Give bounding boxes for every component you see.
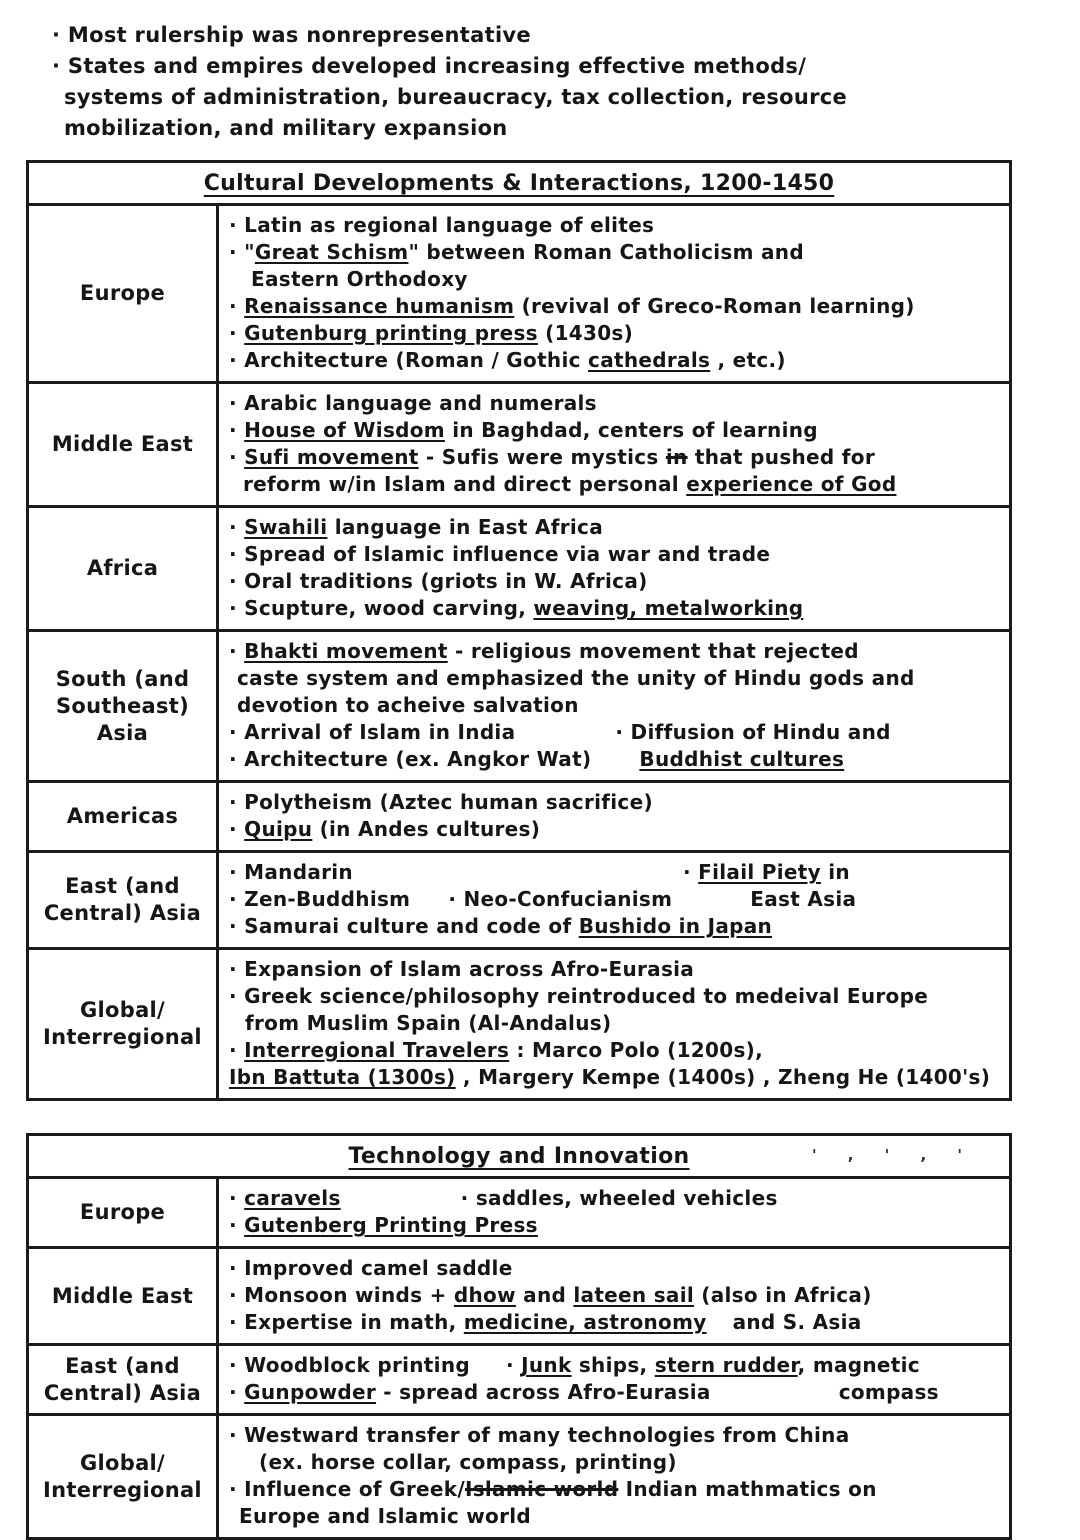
text-segment: · Neo-Confucianism bbox=[448, 887, 673, 911]
region-label-line: South (and bbox=[55, 666, 190, 691]
note-line bbox=[229, 266, 1003, 293]
underlined-term: Gutenberg Printing Press bbox=[244, 1213, 538, 1237]
text-segment: · Expansion of Islam across Afro-Eurasia bbox=[229, 957, 695, 981]
text-segment: · bbox=[682, 860, 699, 884]
text-segment: · Influence of Greek/ bbox=[229, 1477, 465, 1501]
table-row bbox=[29, 381, 1009, 505]
region-notes bbox=[219, 783, 1009, 850]
note-line bbox=[229, 1010, 1003, 1037]
text-segment: caste system and emphasized the unity of Hindu gods and bbox=[237, 666, 915, 690]
underlined-term: Junk bbox=[521, 1353, 572, 1377]
technology-innovation-table bbox=[26, 1133, 1012, 1540]
note-line bbox=[229, 293, 1003, 320]
text-segment: · Scupture, wood carving, bbox=[229, 596, 534, 620]
underlined-term: Bhakti movement bbox=[244, 639, 448, 663]
intro-note-line: · States and empires developed increasing effective methods/ bbox=[52, 54, 807, 78]
table-row bbox=[29, 1413, 1009, 1537]
note-line bbox=[229, 417, 1003, 444]
note-line bbox=[229, 956, 1003, 983]
underlined-term: Interregional Travelers bbox=[244, 1038, 510, 1062]
region-label bbox=[29, 632, 219, 780]
note-line bbox=[229, 471, 1003, 498]
table-row bbox=[29, 629, 1009, 780]
region-label-line: Middle East bbox=[51, 432, 194, 456]
text-segment: that pushed for bbox=[687, 445, 876, 469]
note-line bbox=[229, 789, 1003, 816]
text-segment: · bbox=[229, 294, 245, 318]
text-segment: · bbox=[229, 639, 245, 663]
region-label bbox=[29, 1346, 219, 1413]
intro-note-line: mobilization, and military expansion bbox=[64, 116, 508, 140]
note-line bbox=[229, 1449, 1003, 1476]
scan-artifact-marks: ' , ' , ' bbox=[811, 1146, 975, 1164]
table-row bbox=[29, 505, 1009, 629]
region-label-line: Global/ bbox=[79, 1450, 166, 1475]
text-segment: · Oral traditions (griots in W. Africa) bbox=[229, 569, 648, 593]
region-label-line: Europe bbox=[79, 281, 166, 305]
underlined-term: stern rudder bbox=[654, 1353, 798, 1377]
table-row bbox=[29, 1246, 1009, 1343]
note-line bbox=[229, 913, 1003, 940]
text-segment: (in Andes cultures) bbox=[312, 817, 541, 841]
table-row bbox=[29, 780, 1009, 850]
table-row bbox=[29, 947, 1009, 1098]
underlined-term: weaving, metalworking bbox=[533, 596, 804, 620]
text-segment: · Architecture (Roman / Gothic bbox=[229, 348, 589, 372]
note-line bbox=[229, 983, 1003, 1010]
text-segment: and S. Asia bbox=[732, 1310, 862, 1334]
intro-note-line: systems of administration, bureaucracy, tax collection, resource bbox=[64, 85, 848, 109]
text-segment: · Expertise in math, bbox=[229, 1310, 464, 1334]
region-label-line: East (and bbox=[65, 1353, 180, 1378]
table-row bbox=[29, 1176, 1009, 1246]
region-notes bbox=[219, 1249, 1009, 1343]
struck-text: in bbox=[665, 445, 688, 469]
underlined-term: medicine, astronomy bbox=[463, 1310, 707, 1334]
table-title-row bbox=[29, 1136, 1009, 1176]
region-label bbox=[29, 1416, 219, 1537]
region-notes bbox=[219, 508, 1009, 629]
note-line bbox=[229, 1503, 1003, 1530]
text-segment: · bbox=[229, 1380, 245, 1404]
region-label bbox=[29, 1179, 219, 1246]
region-label-line: Middle East bbox=[51, 1283, 194, 1308]
region-label bbox=[29, 1249, 219, 1343]
text-segment: · Monsoon winds + bbox=[229, 1283, 454, 1307]
text-segment: · bbox=[229, 418, 245, 442]
region-label bbox=[29, 783, 219, 850]
text-segment: · Polytheism (Aztec human sacrifice) bbox=[229, 790, 653, 814]
text-segment: · Latin as regional language of elites bbox=[229, 213, 655, 237]
text-segment: and bbox=[515, 1283, 574, 1307]
underlined-term: Buddhist cultures bbox=[639, 747, 845, 771]
text-segment: , Margery Kempe (1400s) , Zheng He (1400's) bbox=[455, 1065, 991, 1089]
region-label bbox=[29, 384, 219, 505]
region-label-line: Americas bbox=[66, 804, 179, 828]
underlined-term: experience of God bbox=[686, 472, 897, 496]
cultural-developments-interactions-table bbox=[26, 160, 1012, 1101]
text-segment: ships, bbox=[571, 1353, 655, 1377]
text-segment: reform w/in Islam and direct personal bbox=[243, 472, 687, 496]
note-line bbox=[229, 320, 1003, 347]
underlined-term: lateen sail bbox=[573, 1283, 695, 1307]
text-segment: Eastern Orthodoxy bbox=[251, 267, 468, 291]
note-line bbox=[229, 444, 1003, 471]
region-label-line: Interregional bbox=[43, 1025, 202, 1049]
text-segment: · bbox=[229, 1038, 245, 1062]
text-segment: compass bbox=[838, 1380, 939, 1404]
region-label-line: Central) Asia bbox=[43, 901, 202, 925]
table-title-row bbox=[29, 163, 1009, 203]
region-label-line: Southeast) Asia bbox=[55, 693, 190, 745]
underlined-term: Filail Piety bbox=[698, 860, 821, 884]
text-segment: · Greek science/philosophy reintroduced to medeival Europe bbox=[229, 984, 929, 1008]
note-line bbox=[229, 1282, 1003, 1309]
note-line bbox=[229, 239, 1003, 266]
text-segment: · bbox=[505, 1353, 522, 1377]
region-label bbox=[29, 508, 219, 629]
underlined-term: Sufi movement bbox=[244, 445, 419, 469]
text-segment: , etc.) bbox=[710, 348, 786, 372]
region-label-line: Global/ bbox=[79, 998, 166, 1022]
text-segment: devotion to acheive salvation bbox=[237, 693, 579, 717]
note-line bbox=[229, 541, 1003, 568]
region-label bbox=[29, 950, 219, 1098]
region-label bbox=[29, 853, 219, 947]
note-line bbox=[229, 1476, 1003, 1503]
note-line bbox=[229, 859, 1003, 886]
text-segment: · Mandarin bbox=[229, 860, 353, 884]
note-line bbox=[229, 1255, 1003, 1282]
note-line bbox=[229, 886, 1003, 913]
underlined-term: Gutenburg printing press bbox=[244, 321, 538, 345]
underlined-term: Renaissance humanism bbox=[244, 294, 515, 318]
text-segment: · Westward transfer of many technologies from China bbox=[229, 1423, 850, 1447]
text-segment: , magnetic bbox=[797, 1353, 920, 1377]
note-line bbox=[229, 1352, 1003, 1379]
region-notes bbox=[219, 1346, 1009, 1413]
region-label-line: Europe bbox=[79, 1200, 166, 1224]
region-notes bbox=[219, 206, 1009, 381]
text-segment: · bbox=[229, 1186, 245, 1210]
text-segment: " between Roman Catholicism and bbox=[408, 240, 804, 264]
text-segment: · saddles, wheeled vehicles bbox=[460, 1186, 778, 1210]
text-segment: · bbox=[229, 445, 245, 469]
text-segment: in bbox=[820, 860, 850, 884]
underlined-term: cathedrals bbox=[588, 348, 711, 372]
text-segment: · bbox=[229, 817, 245, 841]
note-line bbox=[229, 514, 1003, 541]
region-label-line: Africa bbox=[86, 556, 159, 580]
region-notes bbox=[219, 950, 1009, 1098]
note-line bbox=[229, 638, 1003, 665]
region-notes bbox=[219, 1179, 1009, 1246]
text-segment: · Spread of Islamic influence via war and trade bbox=[229, 542, 771, 566]
note-line bbox=[229, 347, 1003, 374]
text-segment: - religious movement that rejected bbox=[447, 639, 859, 663]
note-line bbox=[229, 1037, 1003, 1064]
text-segment: Europe and Islamic world bbox=[239, 1504, 532, 1528]
text-segment: Indian mathmatics on bbox=[618, 1477, 877, 1501]
text-segment: · Arrival of Islam in India bbox=[229, 720, 516, 744]
note-line bbox=[229, 595, 1003, 622]
text-segment: · Improved camel saddle bbox=[229, 1256, 513, 1280]
text-segment: · Woodblock printing bbox=[229, 1353, 470, 1377]
underlined-term: caravels bbox=[244, 1186, 341, 1210]
intro-bullet bbox=[52, 20, 1050, 51]
text-segment: · Samurai culture and code of bbox=[229, 914, 579, 938]
text-segment: · Diffusion of Hindu and bbox=[615, 720, 891, 744]
underlined-term: Ibn Battuta (1300s) bbox=[229, 1065, 456, 1089]
underlined-term: Great Schism bbox=[254, 240, 409, 264]
region-label-line: East (and bbox=[65, 874, 180, 898]
text-segment: East Asia bbox=[750, 887, 857, 911]
text-segment: in Baghdad, centers of learning bbox=[444, 418, 818, 442]
region-label bbox=[29, 206, 219, 381]
note-line bbox=[229, 816, 1003, 843]
note-line bbox=[229, 1422, 1003, 1449]
text-segment: : Marco Polo (1200s), bbox=[509, 1038, 763, 1062]
intro-note-line: · Most rulership was nonrepresentative bbox=[52, 23, 531, 47]
region-label-line: Central) Asia bbox=[43, 1380, 202, 1405]
text-segment: · Architecture (ex. Angkor Wat) bbox=[229, 747, 592, 771]
note-line bbox=[229, 1185, 1003, 1212]
table-title: Technology and Innovation bbox=[348, 1144, 690, 1169]
table-row bbox=[29, 850, 1009, 947]
note-line bbox=[229, 1064, 1003, 1091]
note-line bbox=[229, 1309, 1003, 1336]
text-segment: · bbox=[229, 515, 245, 539]
text-segment: (also in Africa) bbox=[694, 1283, 872, 1307]
underlined-term: House of Wisdom bbox=[244, 418, 445, 442]
underlined-term: dhow bbox=[453, 1283, 516, 1307]
note-line bbox=[229, 692, 1003, 719]
intro-notes bbox=[0, 0, 1080, 144]
struck-text: Islamic world bbox=[464, 1477, 619, 1501]
table-row bbox=[29, 203, 1009, 381]
note-line bbox=[229, 1212, 1003, 1239]
text-segment: · " bbox=[229, 240, 255, 264]
note-line bbox=[229, 568, 1003, 595]
underlined-term: Swahili bbox=[244, 515, 328, 539]
note-line bbox=[229, 1379, 1003, 1406]
text-segment: - spread across Afro-Eurasia bbox=[376, 1380, 711, 1404]
underlined-term: Bushido in Japan bbox=[578, 914, 773, 938]
text-segment: · Zen-Buddhism bbox=[229, 887, 411, 911]
table-title: Cultural Developments & Interactions, 1200-1450 bbox=[203, 171, 835, 196]
text-segment: · Arabic language and numerals bbox=[229, 391, 597, 415]
note-line bbox=[229, 746, 1003, 773]
text-segment: from Muslim Spain (Al-Andalus) bbox=[245, 1011, 612, 1035]
note-line bbox=[229, 719, 1003, 746]
text-segment: · bbox=[229, 1213, 245, 1237]
note-line bbox=[229, 212, 1003, 239]
text-segment: (1430s) bbox=[537, 321, 634, 345]
region-notes bbox=[219, 384, 1009, 505]
tables-container bbox=[0, 160, 1080, 1540]
text-segment: (revival of Greco-Roman learning) bbox=[514, 294, 915, 318]
region-label-line: Interregional bbox=[43, 1477, 202, 1502]
region-notes bbox=[219, 853, 1009, 947]
text-segment: - Sufis were mystics bbox=[418, 445, 666, 469]
underlined-term: Quipu bbox=[244, 817, 313, 841]
intro-bullet bbox=[52, 51, 1050, 144]
note-line bbox=[229, 390, 1003, 417]
table-row bbox=[29, 1343, 1009, 1413]
region-notes bbox=[219, 1416, 1009, 1537]
text-segment: (ex. horse collar, compass, printing) bbox=[259, 1450, 677, 1474]
text-segment: · bbox=[229, 321, 245, 345]
note-line bbox=[229, 665, 1003, 692]
text-segment: language in East Africa bbox=[327, 515, 604, 539]
region-notes bbox=[219, 632, 1009, 780]
underlined-term: Gunpowder bbox=[244, 1380, 377, 1404]
